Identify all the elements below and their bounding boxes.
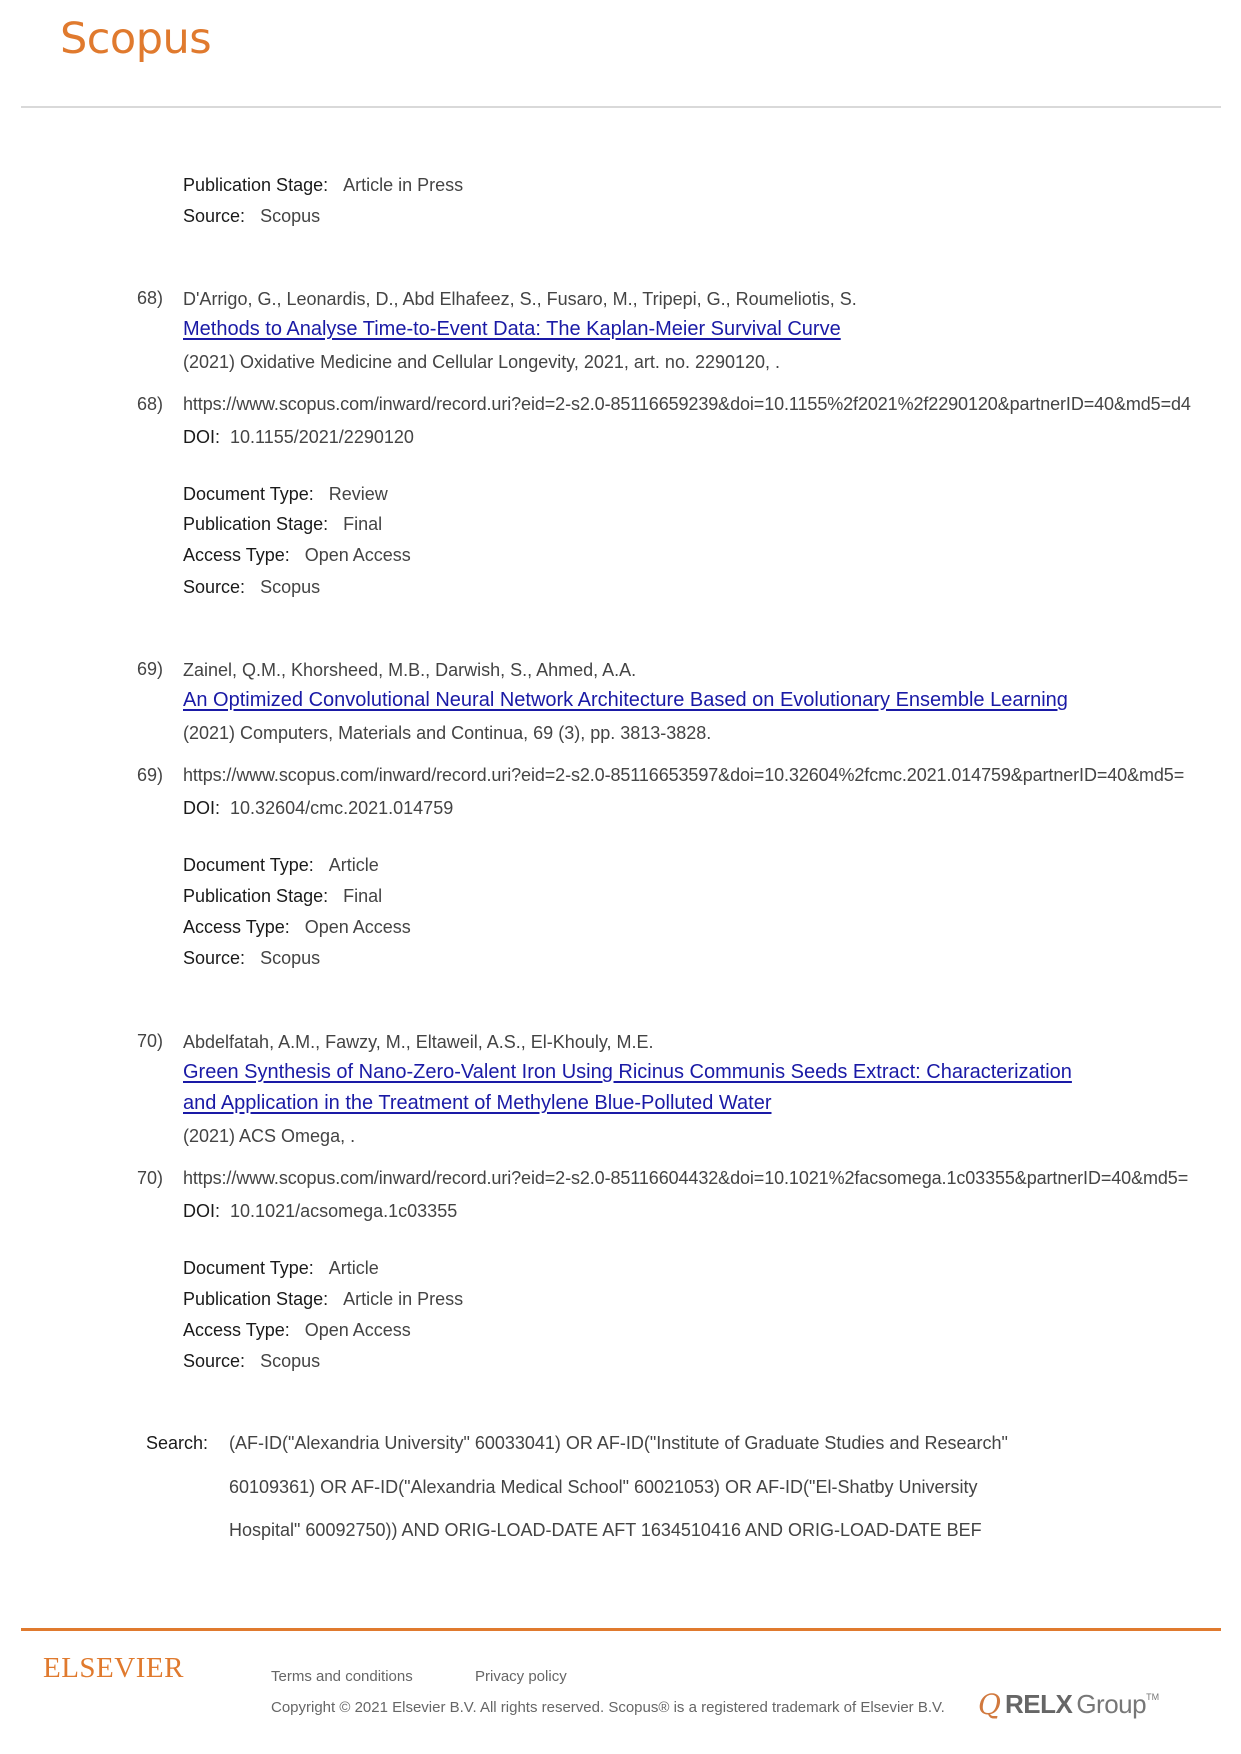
terms-link[interactable]: Terms and conditions [271, 1668, 413, 1685]
entry-doi: DOI: 10.1021/acsomega.1c03355 [183, 1201, 458, 1221]
field-source: Source: Scopus [183, 206, 321, 226]
privacy-link[interactable]: Privacy policy [475, 1668, 567, 1685]
entry-number: 69) [137, 659, 164, 679]
header-divider [21, 106, 1221, 108]
entry-url: https://www.scopus.com/inward/record.uri?eid=2-s2.0-85116659239&doi=10.1155%2f2021%2f2290120&partnerID=40&md5=d4 [183, 394, 1191, 414]
entry-number: 70) [137, 1031, 164, 1051]
entry-citation: (2021) Computers, Materials and Continua, 69 (3), pp. 3813-3828. [183, 723, 712, 743]
search-label: Search: [146, 1433, 209, 1453]
search-line: Hospital" 60092750)) AND ORIG-LOAD-DATE AFT 1634510416 AND ORIG-LOAD-DATE BEF [229, 1520, 982, 1540]
field-document-type: Document Type: Article [183, 855, 379, 875]
relx-q-icon: Q [978, 1688, 1001, 1721]
entry-citation: (2021) Oxidative Medicine and Cellular Longevity, 2021, art. no. 2290120, . [183, 352, 781, 372]
entry-title-link[interactable]: Methods to Analyse Time-to-Event Data: The Kaplan-Meier Survival Curve [183, 318, 841, 340]
entry-number: 68) [137, 288, 164, 308]
entry-number: 69) [137, 765, 164, 785]
field-publication-stage: Publication Stage: Article in Press [183, 175, 464, 195]
entry-title-link[interactable]: Green Synthesis of Nano-Zero-Valent Iron Using Ricinus Communis Seeds Extract: Characterization [183, 1061, 1072, 1083]
entry-authors: D'Arrigo, G., Leonardis, D., Abd Elhafeez, S., Fusaro, M., Tripepi, G., Roumeliotis, S. [183, 289, 857, 309]
field-publication-stage: Publication Stage: Final [183, 886, 383, 906]
entry-number: 70) [137, 1168, 164, 1188]
elsevier-logo: ELSEVIER [43, 1652, 184, 1684]
entry-authors: Abdelfatah, A.M., Fawzy, M., Eltaweil, A.S., El-Khouly, M.E. [183, 1032, 654, 1052]
field-access-type: Access Type: Open Access [183, 545, 411, 565]
entry-title-link-cont[interactable]: and Application in the Treatment of Methylene Blue-Polluted Water [183, 1092, 772, 1114]
field-document-type: Document Type: Article [183, 1258, 379, 1278]
field-access-type: Access Type: Open Access [183, 917, 411, 937]
entry-url: https://www.scopus.com/inward/record.uri?eid=2-s2.0-85116653597&doi=10.32604%2fcmc.2021.014759&partnerID=40&md5= [183, 765, 1185, 785]
scopus-logo: Scopus [60, 14, 212, 64]
copyright-text: Copyright © 2021 Elsevier B.V. All rights reserved. Scopus® is a registered trademark of Elsevier B.V. [271, 1699, 945, 1716]
entry-citation: (2021) ACS Omega, . [183, 1126, 356, 1146]
field-source: Source: Scopus [183, 1351, 321, 1371]
relx-group-logo: Q RELX Group TM [978, 1688, 1160, 1721]
field-source: Source: Scopus [183, 577, 321, 597]
field-document-type: Document Type: Review [183, 484, 388, 504]
field-source: Source: Scopus [183, 948, 321, 968]
field-publication-stage: Publication Stage: Article in Press [183, 1289, 464, 1309]
entry-url: https://www.scopus.com/inward/record.uri?eid=2-s2.0-85116604432&doi=10.1021%2facsomega.1c03355&partnerID=40&md5= [183, 1168, 1189, 1188]
field-access-type: Access Type: Open Access [183, 1320, 411, 1340]
search-line: 60109361) OR AF-ID("Alexandria Medical School" 60021053) OR AF-ID("El-Shatby University [229, 1477, 978, 1497]
footer-divider [21, 1628, 1221, 1631]
entry-number: 68) [137, 394, 164, 414]
entry-authors: Zainel, Q.M., Khorsheed, M.B., Darwish, S., Ahmed, A.A. [183, 660, 637, 680]
search-line: (AF-ID("Alexandria University" 60033041) OR AF-ID("Institute of Graduate Studies and Research" [229, 1433, 1008, 1453]
entry-doi: DOI: 10.1155/2021/2290120 [183, 427, 414, 447]
field-publication-stage: Publication Stage: Final [183, 514, 383, 534]
entry-title-link[interactable]: An Optimized Convolutional Neural Network Architecture Based on Evolutionary Ensemble Learning [183, 689, 1068, 711]
entry-doi: DOI: 10.32604/cmc.2021.014759 [183, 798, 454, 818]
